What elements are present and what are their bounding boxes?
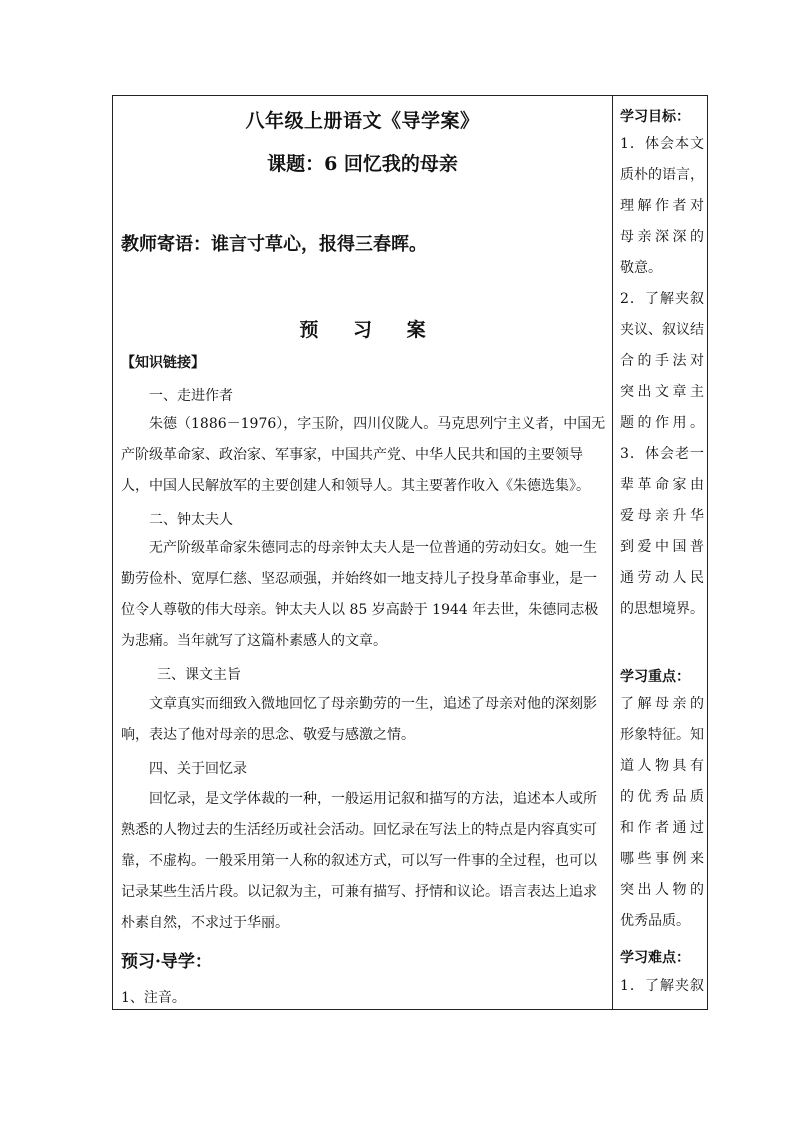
goal-line: 合的手法对	[620, 353, 704, 369]
goal-line: 爱母亲升华	[620, 508, 704, 524]
heading-memoir: 四、关于回忆录	[149, 761, 247, 777]
paragraph-theme: 文章真实而细致入微地回忆了母亲勤劳的一生，追述了母亲对他的深刻影响，表达了他对母亲的思念、敬爱与感激之情。	[121, 696, 597, 743]
goal-line: 夹议、叙议结	[620, 322, 704, 338]
focus-line: 哪些事例来	[620, 851, 704, 867]
goal-line: 1．体会本文	[620, 136, 704, 152]
goal-line: 通劳动人民	[620, 570, 704, 586]
goal-line: 的思想境界。	[620, 601, 704, 617]
focus-line: 的优秀品质	[620, 789, 704, 805]
goals-heading: 学习目标：	[620, 109, 690, 125]
paragraph-memoir: 回忆录，是文学体裁的一种，一般运用记叙和描写的方法，追述本人或所熟悉的人物过去的生活经历或社会活动。回忆录在写法上的特点是内容真实可靠，不虚构。一般采用第一人称的叙述方式，可以写一件事的全过程，也可以记录某些生活片段。以记叙为主，可兼有描写、抒情和议论。语言表达上追求朴素自然，不求过于华丽。	[121, 791, 597, 931]
paragraph-author: 朱德（1886－1976），字玉阶，四川仪陇人。马克思列宁主义者，中国无产阶级革命家、政治家、军事家，中国共产党、中华人民共和国的主要领导人，中国人民解放军的主要创建人和领导人。其主要著作收入《朱德选集》。	[121, 416, 606, 494]
heading-author: 一、走进作者	[149, 388, 233, 404]
difficulty-heading: 学习难点：	[620, 950, 690, 966]
page-title: 八年级上册语文《导学案》	[245, 110, 480, 132]
goal-line: 到爱中国普	[620, 539, 704, 555]
focus-line: 优秀品质。	[620, 913, 690, 929]
heading-mother: 二、钟太夫人	[149, 512, 233, 528]
focus-line: 突出人物的	[620, 882, 704, 898]
goal-line: 突出文章主	[620, 384, 704, 400]
focus-list	[620, 689, 704, 937]
focus-line: 和作者通过	[620, 820, 704, 836]
sidebar-column	[614, 96, 706, 1009]
goal-line: 敬意。	[620, 260, 662, 276]
main-column	[113, 96, 612, 1009]
focus-line: 道人物具有	[620, 758, 704, 774]
preview-heading: 预习·导学：	[121, 952, 212, 972]
lesson-title: 课题：6 回忆我的母亲	[267, 153, 458, 175]
goal-line: 题的作用。	[620, 415, 704, 431]
focus-line: 形象特征。知	[620, 727, 704, 743]
column-divider	[612, 96, 613, 1009]
worksheet-table	[112, 95, 708, 1010]
goal-line: 理解作者对	[620, 198, 704, 214]
goal-line: 辈革命家由	[620, 477, 704, 493]
section-title: 预 习 案	[299, 319, 440, 341]
goal-line: 质朴的语言，	[620, 167, 704, 183]
goal-line: 母亲深深的	[620, 229, 704, 245]
focus-heading: 学习重点：	[620, 669, 690, 685]
goal-line: 2．了解夹叙	[620, 291, 704, 307]
goals-list	[620, 129, 704, 625]
teacher-motto: 教师寄语：谁言寸草心，报得三春晖。	[121, 234, 427, 255]
paragraph-mother: 无产阶级革命家朱德同志的母亲钟太夫人是一位普通的劳动妇女。她一生勤劳俭朴、宽厚仁慈、坚忍顽强，并始终如一地支持儿子投身革命事业，是一位令人尊敬的伟大母亲。钟太夫人以 85 岁高龄于 1944 年去世，朱德同志极为悲痛。当年就写了这篇朴素感人的文章。	[121, 540, 599, 649]
goal-line: 3．体会老一	[620, 446, 704, 462]
question-1: 1、注音。	[121, 990, 186, 1006]
difficulty-line: 1．了解夹叙	[620, 978, 704, 994]
difficulty-list	[620, 971, 704, 1002]
knowledge-link-tag: 【知识链接】	[121, 355, 205, 371]
focus-line: 了解母亲的	[620, 696, 704, 712]
heading-theme: 三、课文主旨	[157, 667, 241, 683]
